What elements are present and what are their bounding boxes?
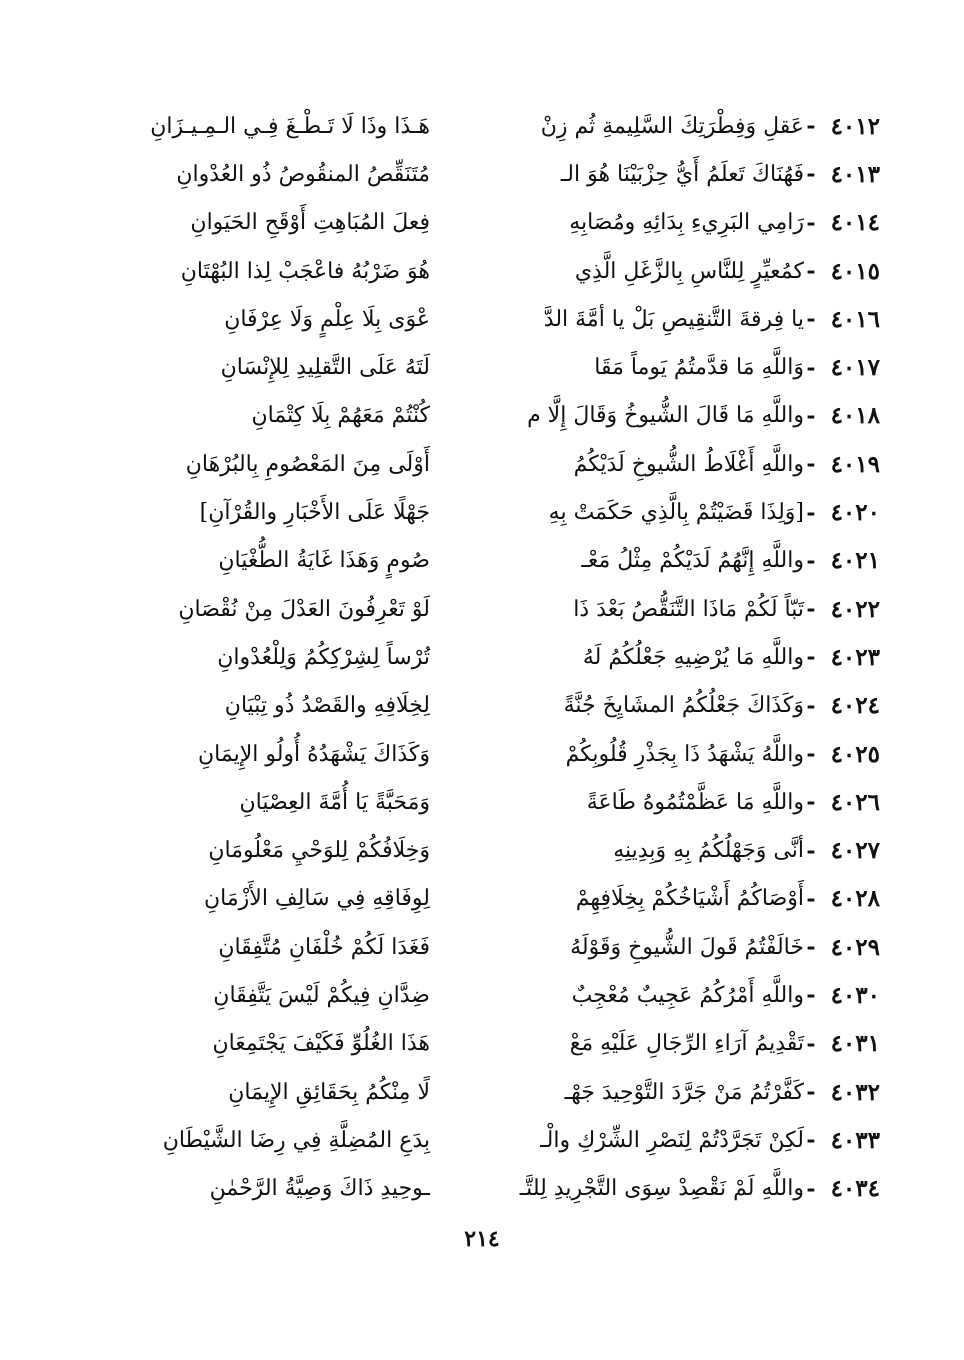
- first-hemistich: [وَلِذَا قَضَيْتُمْ بِالَّذِي حَكَمَتْ بِهِ: [548, 500, 804, 526]
- first-hemistich: كَفَّرْتُمُ مَنْ جَرَّدَ التَّوْحِيدَ جَهْـ: [564, 1079, 804, 1105]
- verse-row: [80, 1068, 880, 1116]
- verse-row: [80, 730, 880, 778]
- verse-row: [80, 247, 880, 295]
- verse-row: [80, 633, 880, 681]
- second-hemistich: كُنْتُمْ مَعَهُمْ بِلَا كِتْمَانِ: [251, 403, 430, 429]
- second-hemistich: لِخِلَافِهِ والقَصْدُ ذُو تِبْيَانِ: [224, 693, 430, 719]
- verse-number: ٤٠٣٣: [830, 1126, 880, 1154]
- first-hemistich: أنَّى وَجَهْلُكُمُ بِهِ وَبِدِينِهِ: [613, 838, 804, 864]
- verse-separator: -: [806, 644, 816, 671]
- verse-list: [80, 102, 880, 1213]
- first-hemistich: خَالَفْتُمُ قَولَ الشُّيوخِ وَقَوْلَهُ: [570, 934, 804, 960]
- verse-separator: -: [806, 209, 816, 236]
- second-hemistich: بِدَعِ المُضِلَّةِ فِي رِضَا الشَّيْطَانِ: [162, 1127, 430, 1153]
- first-hemistich: وَكَذَاكَ جَعْلُكُمُ المشَايِخَ جُنَّةً: [563, 693, 804, 719]
- first-hemistich: رَامِي البَرِيءِ بِدَائِهِ ومُصَابِهِ: [569, 210, 804, 236]
- verse-number: ٤٠٣١: [830, 1030, 880, 1058]
- verse-number: ٤٠١٢: [830, 112, 880, 140]
- verse-separator: -: [806, 451, 816, 478]
- verse-number: ٤٠١٥: [830, 257, 880, 285]
- second-hemistich: لَوْ تَعْرِفُونَ العَدْلَ مِنْ نُقْصَانِ: [178, 596, 430, 622]
- second-hemistich: هُوَ ضَرْبُهُ فاعْجَبْ لِذا البُهْتَانِ: [180, 258, 430, 284]
- second-hemistich: ضِدَّانِ فِيكُمْ لَيْسَ يَتَّفِقَانِ: [213, 982, 430, 1008]
- verse-number: ٤٠١٤: [830, 209, 880, 237]
- verse-separator: -: [806, 113, 816, 140]
- second-hemistich: لِوِفَاقِهِ فِي سَالِفِ الأَزْمَانِ: [204, 886, 430, 912]
- verse-number: ٤٠١٨: [830, 402, 880, 430]
- verse-separator: -: [806, 402, 816, 429]
- first-hemistich: كمُعيِّرٍ لِلنَّاسِ بِالزَّغَلِ الَّذِي: [574, 258, 804, 284]
- second-hemistich: فِعلَ المُبَاهِتِ أَوْقَحِ الحَيَوانِ: [190, 210, 430, 236]
- verse-row: [80, 537, 880, 585]
- first-hemistich: تَقْدِيمُ آرَاءِ الرِّجَالِ عَلَيْهِ مَعْ: [569, 1031, 804, 1057]
- second-hemistich: وَكَذَاكَ يَشْهَدُهُ أُولُو الإِيمَانِ: [198, 741, 430, 767]
- verse-number: ٤٠١٩: [830, 450, 880, 478]
- verse-separator: -: [806, 885, 816, 912]
- second-hemistich: وَخِلَافُكُمْ لِلوَحْيِ مَعْلُومَانِ: [208, 838, 430, 864]
- verse-row: [80, 923, 880, 971]
- verse-number: ٤٠١٣: [830, 160, 880, 188]
- verse-number: ٤٠٢٣: [830, 643, 880, 671]
- first-hemistich: واللَّهِ أَمْرُكُمُ عَجِيبٌ مُعْجِبٌ: [571, 982, 804, 1008]
- verse-number: ٤٠٢٢: [830, 595, 880, 623]
- verse-row: [80, 102, 880, 150]
- verse-number: ٤٠٢٨: [830, 885, 880, 913]
- second-hemistich: هَذَا الغُلُوِّ فَكَيْفَ يَجْتَمِعَانِ: [212, 1031, 430, 1057]
- verse-number: ٤٠٢٠: [830, 499, 880, 527]
- verse-number: ٤٠٢٤: [830, 692, 880, 720]
- verse-row: [80, 150, 880, 198]
- verse-row: [80, 392, 880, 440]
- verse-row: [80, 199, 880, 247]
- verse-separator: -: [806, 1127, 816, 1154]
- second-hemistich: هَـذَا وذَا لَا تَـطْـغَ فِـي الـمِـيـزَانِ: [150, 113, 430, 139]
- verse-row: [80, 682, 880, 730]
- first-hemistich: فَهُنَاكَ تَعلَمُ أَيُّ حِزْبَيْنَا هُوَ الـ: [560, 161, 804, 187]
- verse-number: ٤٠٢١: [830, 547, 880, 575]
- first-hemistich: واللَّهِ مَا يُرْضِيهِ جَعْلُكُمُ لَهُ: [582, 644, 804, 670]
- second-hemistich: جَهْلًا عَلَى الأَخْبَارِ والقُرْآنِ]: [199, 500, 430, 526]
- verse-separator: -: [806, 547, 816, 574]
- verse-row: [80, 826, 880, 874]
- verse-row: [80, 488, 880, 536]
- verse-separator: -: [806, 1175, 816, 1202]
- verse-row: [80, 971, 880, 1019]
- first-hemistich: يا فِرقةَ التَّنقِيصِ بَلْ يا أمَّةَ الدَّ: [543, 306, 804, 332]
- first-hemistich: واللَّهِ لَمْ نَقْصِدْ سِوَى التَّجْرِيدِ لِلتَّـ: [519, 1176, 804, 1202]
- verse-number: ٤٠٢٧: [830, 837, 880, 865]
- second-hemistich: لًا مِنْكُمُ بِحَقَائِقِ الإِيمَانِ: [228, 1079, 430, 1105]
- second-hemistich: لَتَهُ عَلَى التَّقلِيدِ لِلإِنْسَانِ: [220, 355, 430, 381]
- second-hemistich: ـوحِيدِ ذَاكَ وَصِيَّةُ الرَّحْمٰنِ: [209, 1176, 430, 1202]
- first-hemistich: واللَّهُ يَشْهَدُ ذَا بِجَذْرِ قُلُوبِكُمْ: [565, 741, 804, 767]
- verse-separator: -: [806, 837, 816, 864]
- verse-row: [80, 1165, 880, 1213]
- verse-separator: -: [806, 499, 816, 526]
- verse-row: [80, 778, 880, 826]
- verse-row: [80, 1116, 880, 1164]
- first-hemistich: واللَّهِ أَغْلَاطُ الشُّيوخِ لَدَيْكُمُ: [573, 451, 804, 477]
- verse-number: ٤٠١٦: [830, 305, 880, 333]
- first-hemistich: تَبّاً لَكُمْ مَاذَا التَّنَقُّصُ بَعْدَ ذَا: [573, 596, 804, 622]
- verse-number: ٤٠٢٦: [830, 788, 880, 816]
- verse-row: [80, 875, 880, 923]
- second-hemistich: مُتَنَقِّصُ المنقُوصُ ذُو العُدْوانِ: [176, 161, 430, 187]
- verse-number: ٤٠٣٠: [830, 981, 880, 1009]
- verse-row: [80, 1020, 880, 1068]
- verse-row: [80, 343, 880, 391]
- first-hemistich: واللَّهِ مَا عَظَّمْتُمُوهُ طَاعَةً: [586, 789, 804, 815]
- verse-separator: -: [806, 161, 816, 188]
- verse-row: [80, 585, 880, 633]
- verse-separator: -: [806, 596, 816, 623]
- first-hemistich: واللَّهِ مَا قَالَ الشُّيوخُ وَقَالَ إِلَّا م: [527, 403, 804, 429]
- first-hemistich: أَوْصَاكُمُ أَشْيَاخُكُمْ بِخِلَافِهِمْ: [575, 886, 804, 912]
- verse-separator: -: [806, 258, 816, 285]
- second-hemistich: وَمَحَبَّةً يَا أُمَّةَ العِصْيَانِ: [239, 789, 430, 815]
- second-hemistich: صُومٍ وَهَذَا غَايَةُ الطُّغْيَانِ: [218, 548, 430, 574]
- verse-separator: -: [806, 354, 816, 381]
- first-hemistich: لَكِنْ تَجَرَّدْتُمْ لِنَصْرِ الشِّرْكِ والْـ: [540, 1127, 804, 1153]
- verse-number: ٤٠٣٢: [830, 1078, 880, 1106]
- verse-number: ٤٠٢٥: [830, 740, 880, 768]
- verse-number: ٤٠٢٩: [830, 933, 880, 961]
- second-hemistich: عْوَى بِلَا عِلْمٍ وَلَا عِرْفَانِ: [224, 306, 430, 332]
- verse-separator: -: [806, 1079, 816, 1106]
- verse-separator: -: [806, 741, 816, 767]
- verse-number: ٤٠١٧: [830, 354, 880, 382]
- verse-separator: -: [806, 934, 816, 961]
- verse-row: [80, 295, 880, 343]
- verse-row: [80, 440, 880, 488]
- verse-separator: -: [806, 692, 816, 719]
- verse-separator: -: [806, 982, 816, 1009]
- verse-separator: -: [806, 1030, 816, 1057]
- second-hemistich: أَوْلَى مِنَ المَعْصُومِ بِالبُرْهَانِ: [185, 451, 430, 477]
- first-hemistich: وَاللَّهِ مَا قدَّمتُمُ يَوماً مَقَا: [594, 355, 804, 381]
- first-hemistich: واللَّهِ إِنَّهُمُ لَدَيْكُمْ مِثْلُ مَعْـ: [581, 548, 804, 574]
- verse-number: ٤٠٣٤: [830, 1175, 880, 1203]
- page-number: ٢١٤: [464, 1226, 500, 1252]
- verse-separator: -: [806, 789, 816, 816]
- verse-separator: -: [806, 306, 816, 333]
- first-hemistich: عَقلِ وَفِطْرَتِكَ السَّلِيمةِ ثُم زِنْ: [540, 113, 804, 139]
- second-hemistich: فَغَدَا لَكُمْ خُلْفَانِ مُتَّفِقَانِ: [218, 934, 430, 960]
- second-hemistich: تُرْساً لِشِرْكِكُمُ وَلِلْعُدْوانِ: [217, 644, 430, 670]
